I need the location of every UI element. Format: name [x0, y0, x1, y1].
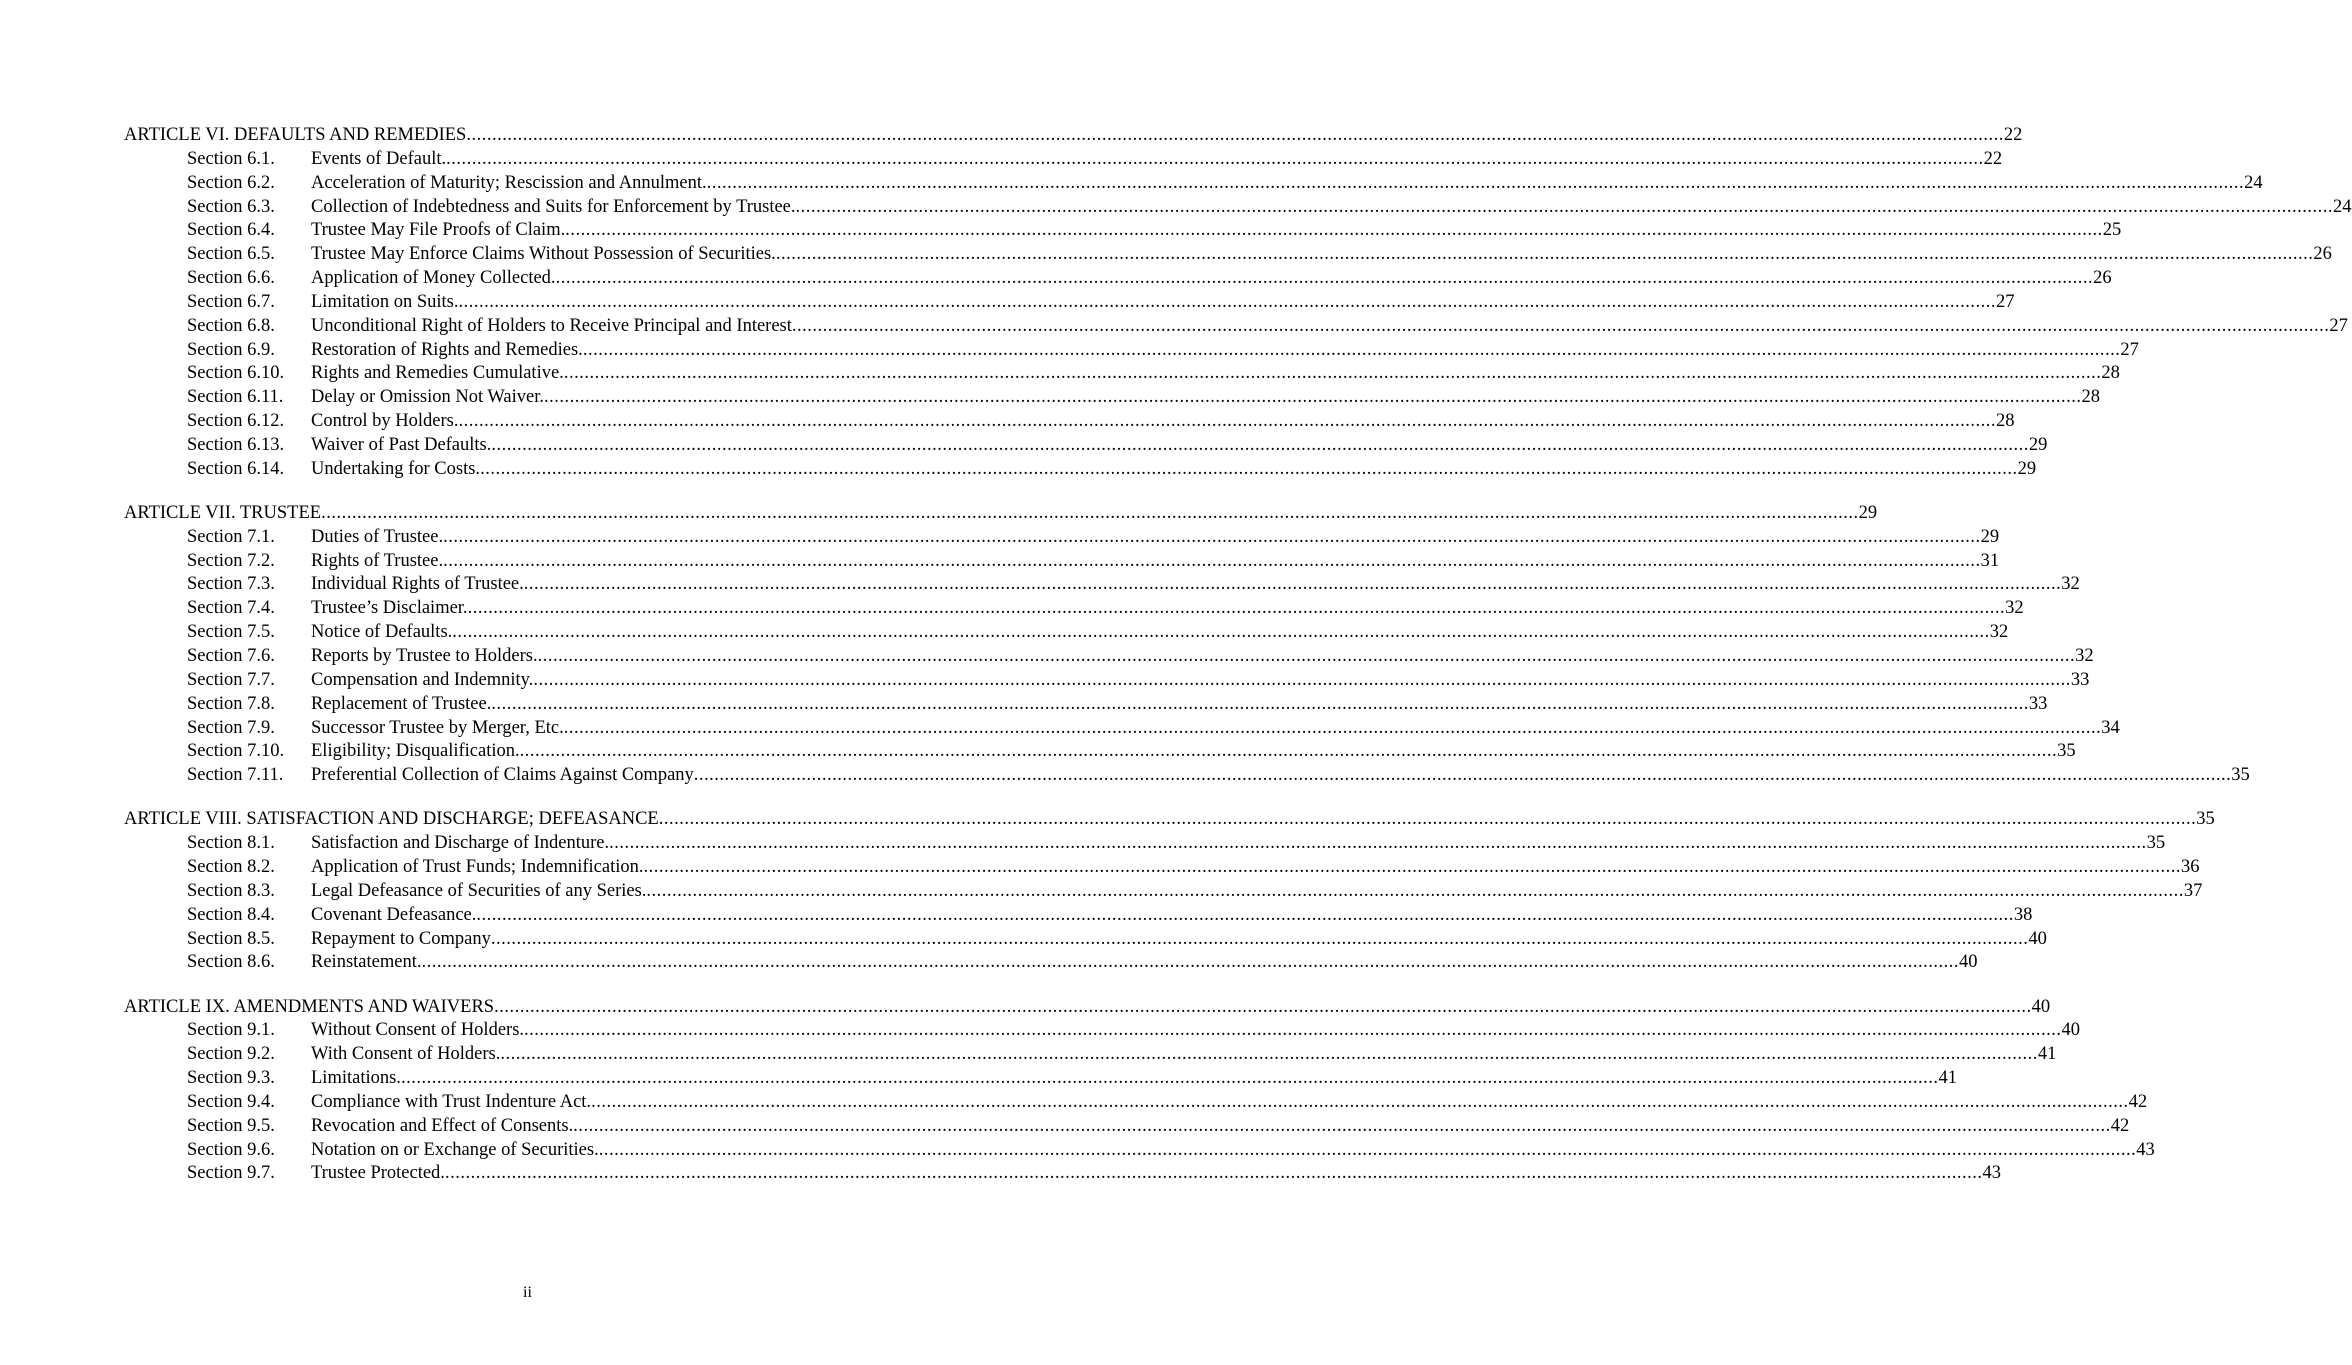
section-title: Preferential Collection of Claims Against Company	[311, 765, 694, 786]
dot-leader: ............................................................................................................................................................................................................................................................................................................	[444, 1163, 1983, 1184]
section-page: 42	[2128, 1091, 2148, 1112]
section-page: 32	[2061, 574, 2080, 595]
section-number: Section 9.4.	[187, 1091, 275, 1112]
section-entry	[124, 434, 2048, 458]
section-title: Reinstatement.	[311, 952, 422, 973]
section-number: Section 7.10.	[187, 741, 285, 762]
section-number: Section 7.7.	[187, 669, 275, 690]
section-entry	[124, 315, 2348, 339]
section-number: Section 7.11.	[187, 765, 284, 786]
article-heading	[124, 124, 2023, 148]
section-title: Without Consent of Holders.	[311, 1020, 525, 1041]
section-entry	[124, 717, 2120, 741]
section-page: 33	[2070, 669, 2090, 690]
section-number: Section 8.2.	[187, 857, 275, 878]
section-number: Section 7.5.	[187, 622, 275, 643]
section-title: Notation on or Exchange of Securities.	[311, 1139, 599, 1160]
article-title: ARTICLE VI. DEFAULTS AND REMEDIES	[124, 125, 467, 145]
section-page: 43	[1982, 1163, 2001, 1184]
section-number: Section 9.1.	[187, 1020, 275, 1041]
dot-leader: ............................................................................................................................................................................................................................................................................................................	[795, 196, 2334, 217]
article-heading	[124, 996, 2051, 1020]
section-number: Section 8.4.	[187, 904, 275, 925]
section-entry	[124, 951, 1978, 975]
article-group	[124, 502, 2250, 788]
section-number: Section 7.4.	[187, 598, 275, 619]
dot-leader: ............................................................................................................................................................................................................................................................................................................	[491, 434, 2029, 455]
section-entry	[124, 410, 2015, 434]
dot-leader: ............................................................................................................................................................................................................................................................................................................	[591, 1091, 2129, 1112]
section-entry	[124, 928, 2047, 952]
dot-leader: ............................................................................................................................................................................................................................................................................................................	[490, 928, 2029, 949]
section-page: 41	[1938, 1068, 1957, 1089]
dot-leader: ............................................................................................................................................................................................................................................................................................................	[519, 741, 2058, 762]
dot-leader: ............................................................................................................................................................................................................................................................................................................	[467, 598, 2006, 619]
dot-leader: ............................................................................................................................................................................................................................................................................................................	[452, 622, 1990, 643]
section-title: Trustee May File Proofs of Claim.	[311, 220, 566, 241]
section-entry	[124, 196, 2352, 220]
dot-leader: ............................................................................................................................................................................................................................................................................................................	[443, 550, 1981, 571]
section-entry	[124, 267, 2112, 291]
section-number: Section 6.14.	[187, 458, 285, 479]
dot-leader: ............................................................................................................................................................................................................................................................................................................	[609, 833, 2147, 854]
dot-leader: ............................................................................................................................................................................................................................................................................................................	[543, 387, 2082, 408]
section-entry	[124, 904, 2033, 928]
article-group	[124, 808, 2215, 975]
section-number: Section 9.3.	[187, 1068, 275, 1089]
dot-leader: ............................................................................................................................................................................................................................................................................................................	[421, 952, 1959, 973]
dot-leader: ............................................................................................................................................................................................................................................................................................................	[582, 339, 2121, 360]
section-page: 37	[2183, 880, 2203, 901]
section-page: 25	[2102, 220, 2122, 241]
section-entry	[124, 880, 2203, 904]
section-page: 35	[2231, 765, 2250, 786]
section-number: Section 6.5.	[187, 244, 275, 265]
section-entry	[124, 1162, 2001, 1186]
section-page: 31	[1980, 550, 2000, 571]
section-entry	[124, 764, 2250, 788]
dot-leader: ............................................................................................................................................................................................................................................................................................................	[555, 268, 2094, 289]
section-page: 27	[2120, 339, 2139, 360]
section-entry	[124, 219, 2122, 243]
section-title: Acceleration of Maturity; Rescission and Annulment.	[311, 172, 707, 193]
section-number: Section 8.3.	[187, 880, 275, 901]
dot-leader: ............................................................................................................................................................................................................................................................................................................	[466, 125, 2004, 145]
section-page: 24	[2244, 172, 2263, 193]
section-entry	[124, 526, 2000, 550]
article-title: ARTICLE IX. AMENDMENTS AND WAIVERS	[124, 996, 495, 1017]
section-title: Notice of Defaults.	[311, 622, 453, 643]
section-title: Compensation and Indemnity.	[311, 669, 534, 690]
section-page: 26	[2313, 244, 2332, 265]
section-page: 26	[2093, 268, 2112, 289]
dot-leader: ............................................................................................................................................................................................................................................................................................................	[400, 1068, 1939, 1089]
section-title: Successor Trustee by Merger, Etc.	[311, 717, 564, 738]
section-page: 29	[1980, 526, 2000, 547]
dot-leader: ............................................................................................................................................................................................................................................................................................................	[563, 363, 2102, 384]
dot-leader: ............................................................................................................................................................................................................................................................................................................	[706, 172, 2245, 193]
dot-leader: ............................................................................................................................................................................................................................................................................................................	[646, 880, 2184, 901]
section-entry	[124, 291, 2015, 315]
section-title: Rights and Remedies Cumulative.	[311, 363, 564, 384]
section-number: Section 9.2.	[187, 1044, 275, 1065]
section-title: Limitation on Suits.	[311, 291, 459, 312]
section-title: Reports by Trustee to Holders.	[311, 646, 538, 667]
section-page: 32	[2075, 646, 2094, 667]
section-page: 28	[2101, 363, 2120, 384]
section-number: Section 6.6.	[187, 268, 275, 289]
section-title: Individual Rights of Trustee.	[311, 574, 524, 595]
section-title: Repayment to Company	[311, 928, 491, 949]
section-page: 22	[1983, 148, 2003, 169]
dot-leader: ............................................................................................................................................................................................................................................................................................................	[693, 765, 2232, 786]
section-page: 35	[2057, 741, 2076, 762]
section-page: 27	[2329, 315, 2348, 336]
section-entry	[124, 458, 2037, 482]
section-title: Legal Defeasance of Securities of any Series.	[311, 880, 647, 901]
section-page: 36	[2180, 857, 2200, 878]
section-page: 24	[2333, 196, 2352, 217]
section-number: Section 9.5.	[187, 1115, 275, 1136]
section-entry	[124, 1043, 2057, 1067]
section-entry	[124, 856, 2200, 880]
table-of-contents	[124, 124, 2352, 1207]
section-page: 40	[2061, 1020, 2081, 1041]
section-page: 29	[2017, 458, 2037, 479]
section-entry	[124, 597, 2024, 621]
section-number: Section 7.9.	[187, 717, 275, 738]
section-page: 40	[2028, 928, 2047, 949]
section-title: Satisfaction and Discharge of Indenture.	[311, 833, 610, 854]
section-number: Section 8.1.	[187, 833, 275, 854]
article-heading	[124, 502, 1878, 526]
dot-leader: ............................................................................................................................................................................................................................................................................................................	[598, 1139, 2137, 1160]
dot-leader: ............................................................................................................................................................................................................................................................................................................	[565, 220, 2103, 241]
section-title: Delay or Omission Not Waiver.	[311, 387, 544, 408]
article-group	[124, 124, 2352, 482]
section-number: Section 6.7.	[187, 291, 275, 312]
section-number: Section 9.6.	[187, 1139, 275, 1160]
section-entry	[124, 550, 2000, 574]
section-page: 35	[2146, 833, 2166, 854]
dot-leader: ............................................................................................................................................................................................................................................................................................................	[494, 996, 2032, 1017]
section-page: 42	[2110, 1115, 2130, 1136]
dot-leader: ............................................................................................................................................................................................................................................................................................................	[523, 574, 2062, 595]
section-title: Application of Money Collected.	[311, 268, 556, 289]
section-number: Section 6.1.	[187, 148, 275, 169]
dot-leader: ............................................................................................................................................................................................................................................................................................................	[533, 669, 2071, 690]
section-entry	[124, 339, 2139, 363]
dot-leader: ............................................................................................................................................................................................................................................................................................................	[321, 502, 1859, 523]
page-number: ii	[523, 1284, 532, 1301]
section-entry	[124, 573, 2080, 597]
section-number: Section 6.10.	[187, 363, 285, 384]
section-number: Section 8.5.	[187, 928, 275, 949]
section-entry	[124, 1019, 2081, 1043]
dot-leader: ............................................................................................................................................................................................................................................................................................................	[537, 646, 2076, 667]
section-page: 38	[2013, 904, 2033, 925]
dot-leader: ............................................................................................................................................................................................................................................................................................................	[458, 411, 1996, 432]
dot-leader: ............................................................................................................................................................................................................................................................................................................	[573, 1115, 2111, 1136]
article-page: 22	[2003, 125, 2023, 145]
section-page: 34	[2101, 717, 2120, 738]
dot-leader: ............................................................................................................................................................................................................................................................................................................	[480, 458, 2018, 479]
dot-leader: ............................................................................................................................................................................................................................................................................................................	[491, 693, 2029, 714]
dot-leader: ............................................................................................................................................................................................................................................................................................................	[775, 244, 2314, 265]
section-number: Section 6.2.	[187, 172, 275, 193]
section-entry	[124, 1067, 1957, 1091]
section-title: Collection of Indebtedness and Suits for Enforcement by Trustee.	[311, 196, 796, 217]
section-number: Section 6.8.	[187, 315, 275, 336]
section-title: With Consent of Holders.	[311, 1044, 501, 1065]
article-page: 40	[2031, 996, 2051, 1017]
section-title: Limitations.	[311, 1068, 401, 1089]
section-title: Application of Trust Funds; Indemnification.	[311, 857, 644, 878]
dot-leader: ............................................................................................................................................................................................................................................................................................................	[458, 291, 1996, 312]
section-page: 29	[2028, 434, 2048, 455]
article-group	[124, 996, 2155, 1187]
section-title: Trustee Protected.	[311, 1163, 445, 1184]
section-page: 28	[2081, 387, 2100, 408]
section-entry	[124, 1091, 2148, 1115]
dot-leader: ............................................................................................................................................................................................................................................................................................................	[446, 148, 1984, 169]
section-title: Unconditional Right of Holders to Receive Principal and Interest	[311, 315, 792, 336]
article-page: 29	[1858, 502, 1878, 523]
section-title: Trustee May Enforce Claims Without Possession of Securities.	[311, 244, 776, 265]
section-number: Section 7.8.	[187, 693, 275, 714]
section-title: Control by Holders.	[311, 411, 459, 432]
dot-leader: ............................................................................................................................................................................................................................................................................................................	[563, 717, 2102, 738]
section-page: 32	[2005, 598, 2024, 619]
article-page: 35	[2196, 809, 2215, 830]
section-entry	[124, 669, 2090, 693]
section-title: Waiver of Past Defaults.	[311, 434, 492, 455]
article-title: ARTICLE VII. TRUSTEE	[124, 502, 322, 523]
section-page: 33	[2028, 693, 2048, 714]
section-number: Section 6.11.	[187, 387, 284, 408]
dot-leader: ............................................................................................................................................................................................................................................................................................................	[643, 857, 2181, 878]
section-number: Section 7.3.	[187, 574, 275, 595]
section-page: 28	[1995, 411, 2015, 432]
section-title: Events of Default.	[311, 148, 447, 169]
section-title: Undertaking for Costs.	[311, 458, 481, 479]
section-number: Section 9.7.	[187, 1163, 275, 1184]
section-entry	[124, 832, 2166, 856]
section-entry	[124, 362, 2120, 386]
dot-leader: ............................................................................................................................................................................................................................................................................................................	[500, 1044, 2038, 1065]
section-entry	[124, 740, 2076, 764]
dot-leader: ............................................................................................................................................................................................................................................................................................................	[476, 904, 2014, 925]
section-entry	[124, 1115, 2130, 1139]
section-entry	[124, 386, 2100, 410]
section-number: Section 8.6.	[187, 952, 275, 973]
section-entry	[124, 243, 2332, 267]
section-number: Section 7.6.	[187, 646, 275, 667]
section-number: Section 6.4.	[187, 220, 275, 241]
section-number: Section 6.12.	[187, 411, 285, 432]
dot-leader: ............................................................................................................................................................................................................................................................................................................	[658, 809, 2197, 830]
section-title: Rights of Trustee.	[311, 550, 444, 571]
section-title: Duties of Trustee.	[311, 526, 444, 547]
section-entry	[124, 693, 2048, 717]
section-page: 40	[1958, 952, 1978, 973]
section-page: 41	[2037, 1044, 2057, 1065]
section-title: Revocation and Effect of Consents.	[311, 1115, 574, 1136]
section-number: Section 6.13.	[187, 434, 285, 455]
section-entry	[124, 148, 2003, 172]
section-title: Compliance with Trust Indenture Act.	[311, 1091, 592, 1112]
section-title: Replacement of Trustee.	[311, 693, 492, 714]
section-entry	[124, 172, 2263, 196]
section-title: Eligibility; Disqualification.	[311, 741, 520, 762]
dot-leader: ............................................................................................................................................................................................................................................................................................................	[524, 1020, 2062, 1041]
dot-leader: ............................................................................................................................................................................................................................................................................................................	[443, 526, 1981, 547]
section-number: Section 6.3.	[187, 196, 275, 217]
section-title: Restoration of Rights and Remedies.	[311, 339, 583, 360]
section-entry	[124, 621, 2009, 645]
section-page: 43	[2136, 1139, 2155, 1160]
section-entry	[124, 1139, 2155, 1163]
dot-leader: ............................................................................................................................................................................................................................................................................................................	[791, 315, 2330, 336]
section-page: 32	[1989, 622, 2009, 643]
section-title: Covenant Defeasance.	[311, 904, 477, 925]
article-title: ARTICLE VIII. SATISFACTION AND DISCHARGE; DEFEASANCE	[124, 809, 659, 830]
article-heading	[124, 808, 2215, 832]
section-title: Trustee’s Disclaimer.	[311, 598, 468, 619]
section-page: 27	[1996, 291, 2015, 312]
section-number: Section 7.1.	[187, 526, 275, 547]
section-number: Section 7.2.	[187, 550, 275, 571]
section-number: Section 6.9.	[187, 339, 275, 360]
section-entry	[124, 645, 2094, 669]
